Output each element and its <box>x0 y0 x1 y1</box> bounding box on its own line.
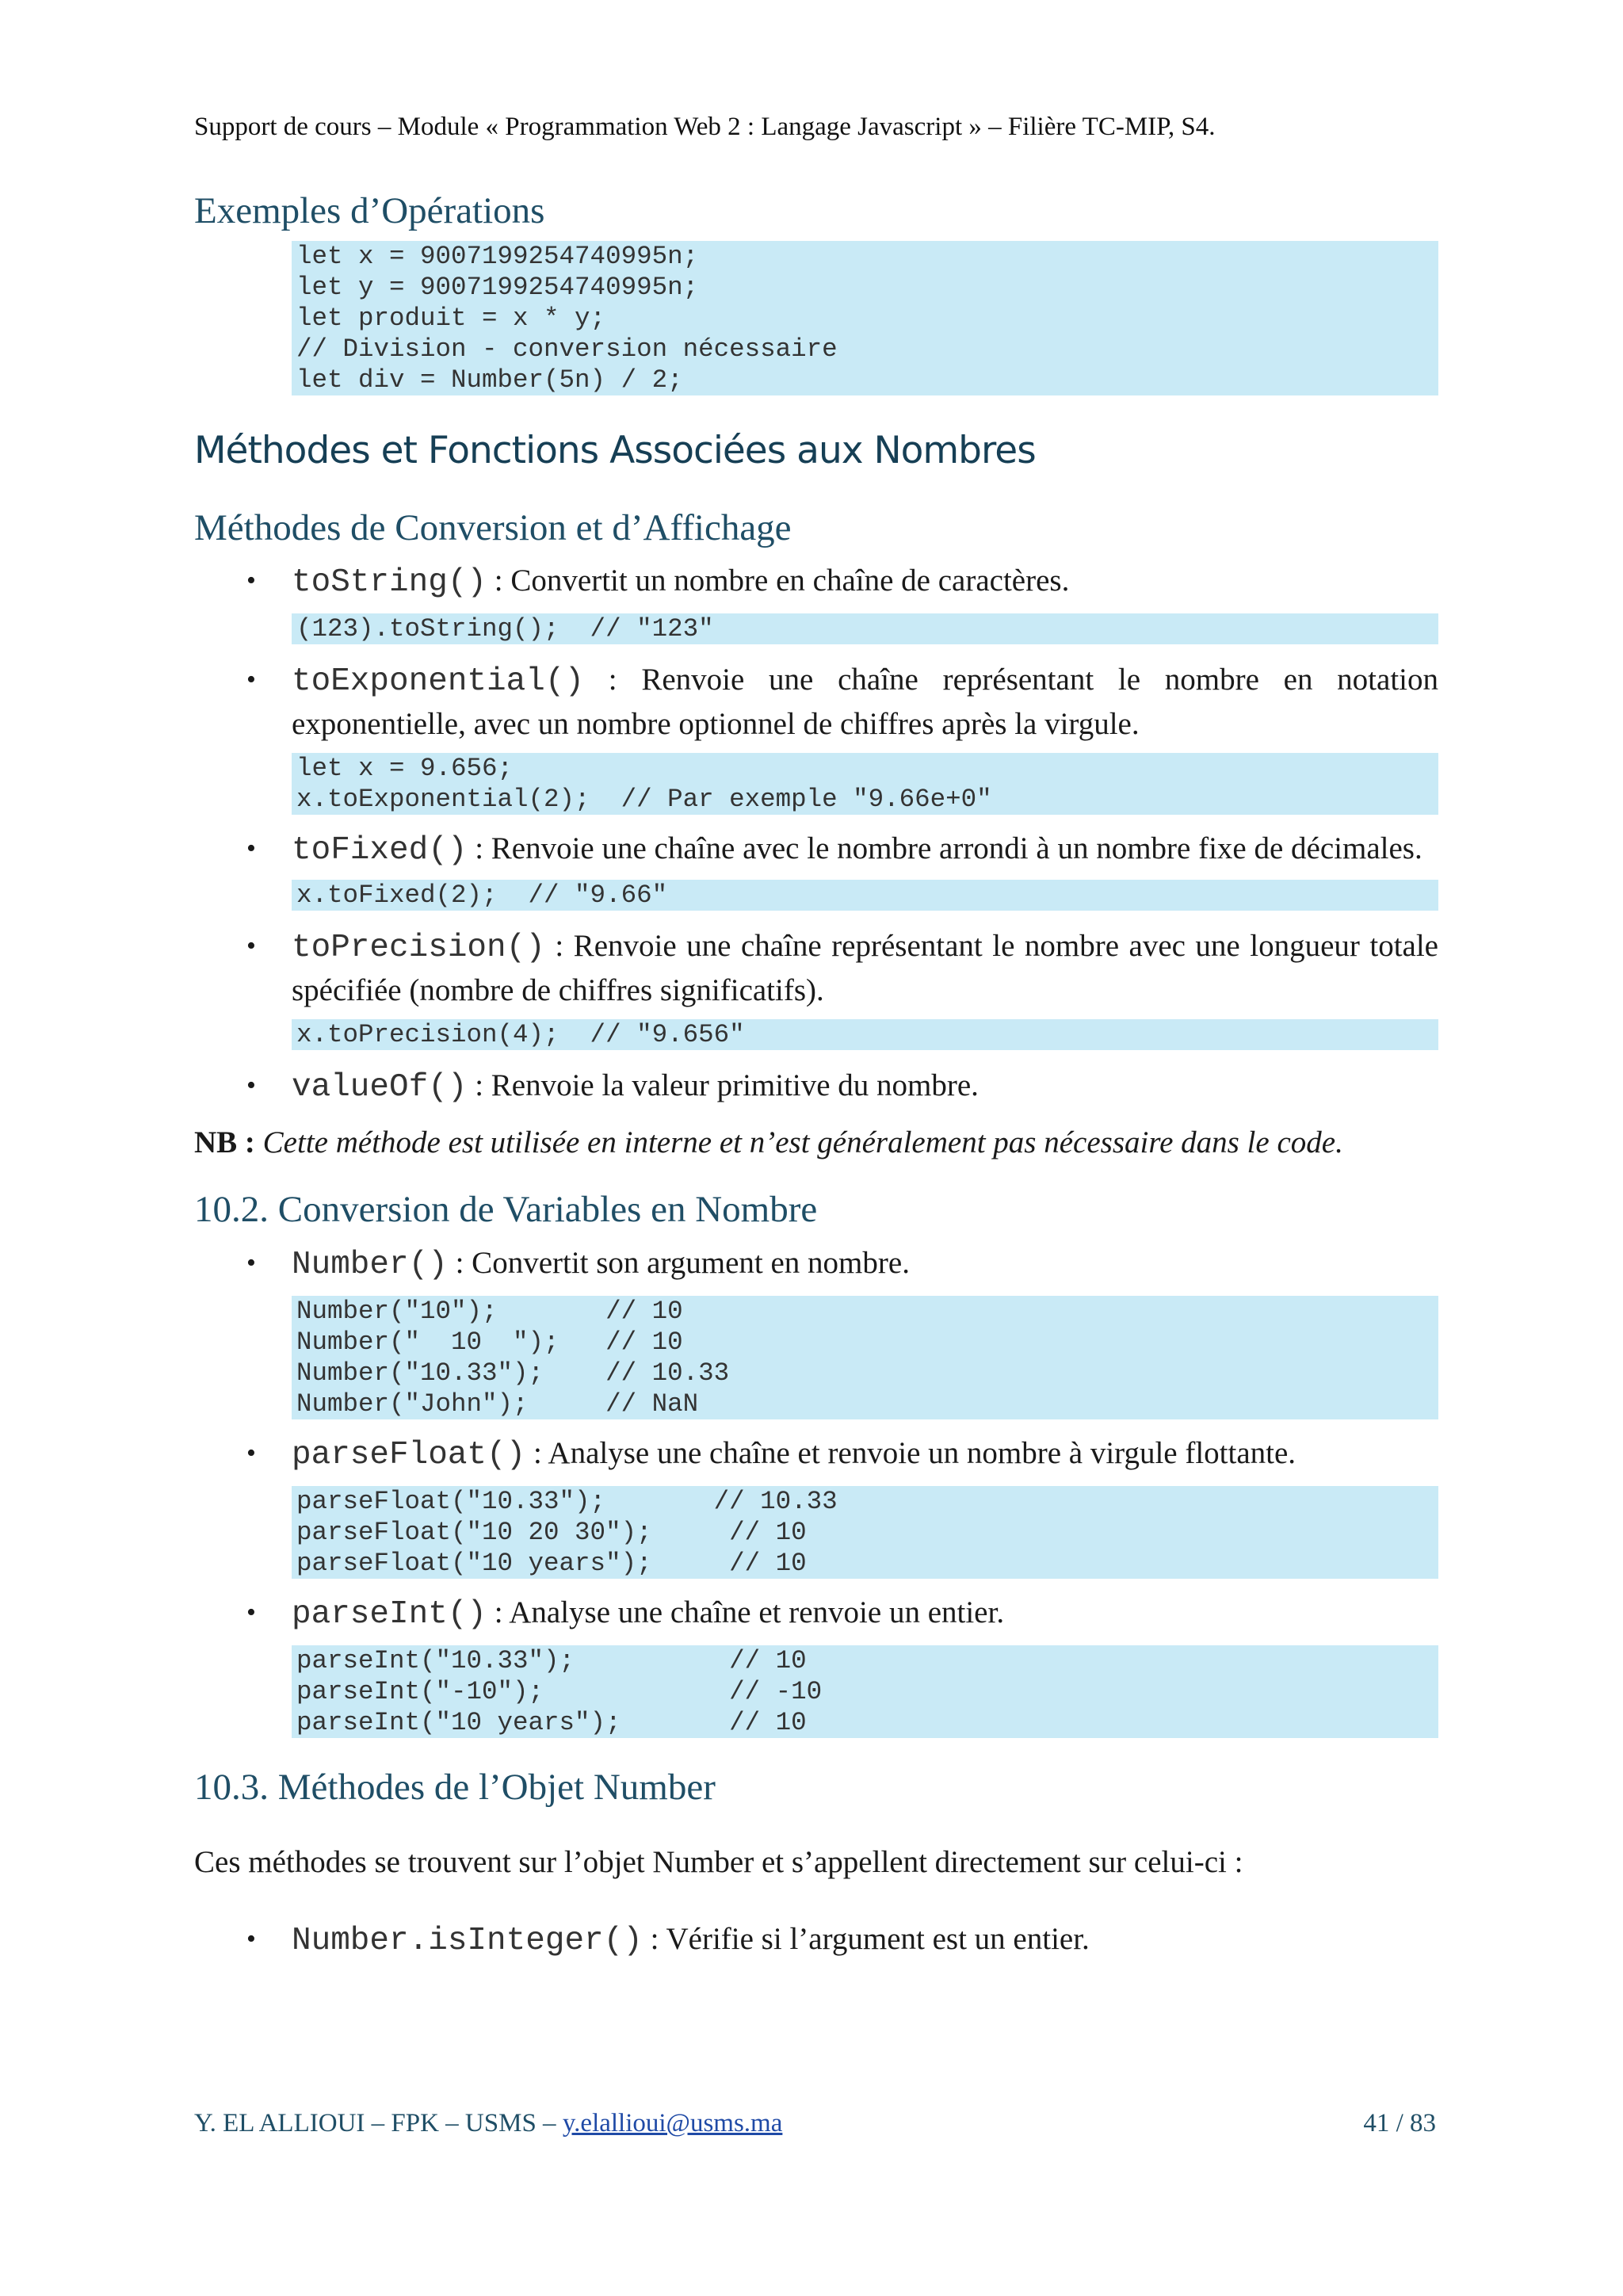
method-description: : Renvoie une chaîne représentant le nombre avec une longueur totale spécifiée (nombre de chiffres significatifs). <box>292 929 1438 1008</box>
conversion-heading: Méthodes de Conversion et d’Affichage <box>194 506 792 548</box>
method-description: : Analyse une chaîne et renvoie un nombre à virgule flottante. <box>525 1435 1296 1470</box>
method-description: : Convertit son argument en nombre. <box>447 1245 910 1280</box>
bullet-icon: • <box>246 834 256 864</box>
code-block-parsefloat: parseFloat("10.33"); // 10.33 parseFloat("10 20 30"); // 10 parseFloat("10 years"); // 10 <box>292 1486 1438 1579</box>
bullet-icon: • <box>246 931 256 961</box>
nb-label: NB : <box>194 1125 255 1160</box>
footer-page-number: 41 / 83 <box>1363 2109 1436 2137</box>
list-item-parsefloat <box>194 1432 1438 1477</box>
footer-author <box>194 2109 782 2138</box>
code-block-toprecision: x.toPrecision(4); // "9.656" <box>292 1019 1438 1050</box>
list-item-tofixed <box>194 827 1438 872</box>
list-item-toprecision <box>194 925 1438 1011</box>
method-description: : Analyse une chaîne et renvoie un entier. <box>487 1595 1005 1629</box>
bullet-icon: • <box>246 1438 256 1468</box>
method-name: parseInt() <box>292 1595 487 1633</box>
method-description: : Renvoie une chaîne représentant le nombre en notation exponentielle, avec un nombre optionnel de chiffres après la virgule. <box>292 663 1438 742</box>
code-block-parseint: parseInt("10.33"); // 10 parseInt("-10"); // -10 parseInt("10 years"); // 10 <box>292 1645 1438 1738</box>
list-item-isinteger <box>194 1918 1438 1962</box>
list-item-valueof <box>194 1064 1438 1109</box>
bullet-icon: • <box>246 1247 256 1278</box>
code-block-tostring: (123).toString(); // "123" <box>292 613 1438 644</box>
code-block-tofixed: x.toFixed(2); // "9.66" <box>292 880 1438 911</box>
method-name: toString() <box>292 564 487 602</box>
method-description: : Convertit un nombre en chaîne de caractères. <box>487 563 1070 598</box>
nb-text: Cette méthode est utilisée en interne et n’est généralement pas nécessaire dans le code. <box>254 1125 1343 1160</box>
method-description: : Vérifie si l’argument est un entier. <box>642 1921 1090 1956</box>
section-10-3-intro: Ces méthodes se trouvent sur l’objet Number et s’appellent directement sur celui-ci : <box>194 1844 1243 1879</box>
section-10-3-heading: 10.3. Méthodes de l’Objet Number <box>194 1766 716 1808</box>
nb-note <box>194 1121 1438 1163</box>
bullet-icon: • <box>246 1597 256 1627</box>
method-name: toExponential() <box>292 663 585 701</box>
page-header: Support de cours – Module « Programmation Web 2 : Langage Javascript » – Filière TC-MIP, S4. <box>194 113 1216 141</box>
methods-heading: Méthodes et Fonctions Associées aux Nombres <box>194 429 1036 473</box>
section-10-2-heading: 10.2. Conversion de Variables en Nombre <box>194 1189 818 1231</box>
footer-author-text: Y. EL ALLIOUI – FPK – USMS – <box>194 2109 563 2137</box>
list-item-tostring <box>194 560 1438 604</box>
list-item-number <box>194 1242 1438 1286</box>
method-description: : Renvoie une chaîne avec le nombre arrondi à un nombre fixe de décimales. <box>467 831 1423 866</box>
bullet-icon: • <box>246 1071 256 1101</box>
method-name: parseFloat() <box>292 1436 526 1473</box>
examples-heading: Exemples d’Opérations <box>194 190 545 231</box>
footer-email-link[interactable]: y.elallioui@usms.ma <box>562 2109 783 2137</box>
page-content <box>194 189 1438 1962</box>
code-block-toexponential: let x = 9.656; x.toExponential(2); // Par exemple "9.66e+0" <box>292 753 1438 815</box>
list-item-toexponential <box>194 659 1438 745</box>
bullet-icon: • <box>246 566 256 596</box>
method-name: toPrecision() <box>292 930 545 967</box>
code-block-number: Number("10"); // 10 Number(" 10 "); // 10 Number("10.33"); // 10.33 Number("John"); // NaN <box>292 1296 1438 1419</box>
method-description: : Renvoie la valeur primitive du nombre. <box>467 1068 979 1103</box>
list-item-parseint <box>194 1591 1438 1636</box>
code-block-examples: let x = 9007199254740995n; let y = 9007199254740995n; let produit = x * y; // Division - conversion nécessaire let div = Number(5n) / 2; <box>292 241 1438 395</box>
method-name: Number() <box>292 1246 448 1283</box>
method-name: valueOf() <box>292 1069 468 1106</box>
bullet-icon: • <box>246 665 256 695</box>
method-name: Number.isInteger() <box>292 1922 643 1959</box>
bullet-icon: • <box>246 1924 256 1954</box>
method-name: toFixed() <box>292 832 468 869</box>
